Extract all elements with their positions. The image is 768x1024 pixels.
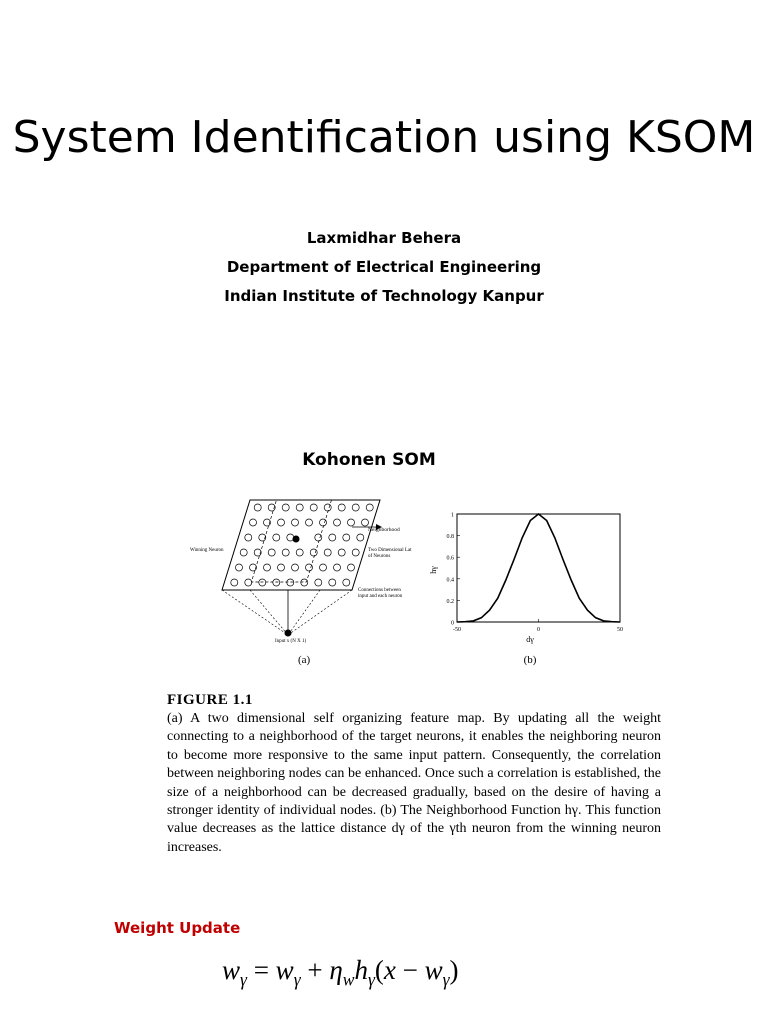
neuron [268,549,275,556]
figure-1-1 [180,495,630,670]
panel-b-label: (b) [523,654,537,666]
x-axis-label: dγ [526,635,534,644]
neuron [245,534,252,541]
neuron [338,549,345,556]
section-title: Kohonen SOM [302,450,436,470]
panel-a-label: (a) [298,654,311,666]
y-tick-label: 0.2 [446,598,454,605]
figure-title: FIGURE 1.1 [167,692,253,708]
neuron [278,519,285,526]
figure-caption: (a) A two dimensional self organizing feature map. By updating all the weight connecting to a neighborhood of the target neurons, it enables the neighboring neuron to become more responsive to the same input pattern. Consequently, the correlation between neighboring nodes can be enhanced. Once such a correlation is established, the size of a neighborhood can be decreased gradually, based on the desire of having a stronger identity of individual nodes. (b) The Neighborhood Function hγ. This function value decreases as the lattice distance dγ of the γth neuron from the winning neuron increases. [167,711,661,855]
neuron [245,579,252,586]
y-tick-label: 0.6 [446,555,454,562]
neuron [250,564,257,571]
lattice-plane [222,500,380,590]
label-connections-1: Connections between [358,588,401,593]
winning-neuron-dot [293,536,300,543]
x-tick-label: -50 [453,627,461,633]
neuron [282,549,289,556]
neuron [366,504,373,511]
neuron [273,579,280,586]
neuron [273,534,280,541]
page-title: System Identification using KSOM [12,112,756,163]
neuron [329,534,336,541]
label-connections-2: input and each neuron [358,594,403,599]
author-department: Department of Electrical Engineering [226,258,542,276]
neuron [348,564,355,571]
neuron [292,564,299,571]
neuron [329,579,336,586]
neuron [259,579,266,586]
neuron [306,519,313,526]
neighborhood-function-chart [430,495,630,670]
neuron [343,534,350,541]
label-lattice-1: Two Dimensional Lat [368,548,412,553]
neuron [231,579,238,586]
neuron [240,549,247,556]
neuron-grid [231,504,373,586]
neuron [324,549,331,556]
author-institute: Indian Institute of Technology Kanpur [224,287,544,305]
neuron [320,564,327,571]
label-input: Input x (N X 1) [275,639,307,644]
neuron [254,504,261,511]
y-tick-label: 0.8 [446,534,454,541]
neuron [310,504,317,511]
label-lattice-2: of Neurons [368,554,391,559]
x-tick-label: 50 [617,627,623,633]
neuron [278,564,285,571]
plot-frame [457,514,620,622]
y-tick-label: 1 [451,512,454,519]
neuron [362,519,369,526]
neuron [352,549,359,556]
weight-update-equation: $w_\gamma = w_\gamma + \eta_wh_\gamma(x - w_\gamma)$ [222,955,459,990]
neuron [352,504,359,511]
neuron [334,564,341,571]
label-neighborhood: Neighborhood [368,527,400,533]
series-line [457,514,620,622]
neuron [357,534,364,541]
neuron [292,519,299,526]
y-axis-label: hγ [429,566,438,574]
som-lattice-diagram [180,495,430,670]
neuron [236,564,243,571]
neuron [348,519,355,526]
author-name: Laxmidhar Behera [306,229,462,247]
y-tick-label: 0 [451,620,454,627]
weight-update-heading: Weight Update [114,919,241,937]
input-node-dot [285,630,292,637]
neuron [296,504,303,511]
neuron [334,519,341,526]
neuron [287,579,294,586]
x-tick-label: 0 [537,627,540,633]
neuron [264,564,271,571]
neuron [343,579,350,586]
y-tick-label: 0.4 [446,577,454,584]
neuron [296,549,303,556]
neuron [315,579,322,586]
neuron [282,504,289,511]
label-winning-neuron: Winning Neuron [190,548,224,553]
neuron [338,504,345,511]
neuron [250,519,257,526]
